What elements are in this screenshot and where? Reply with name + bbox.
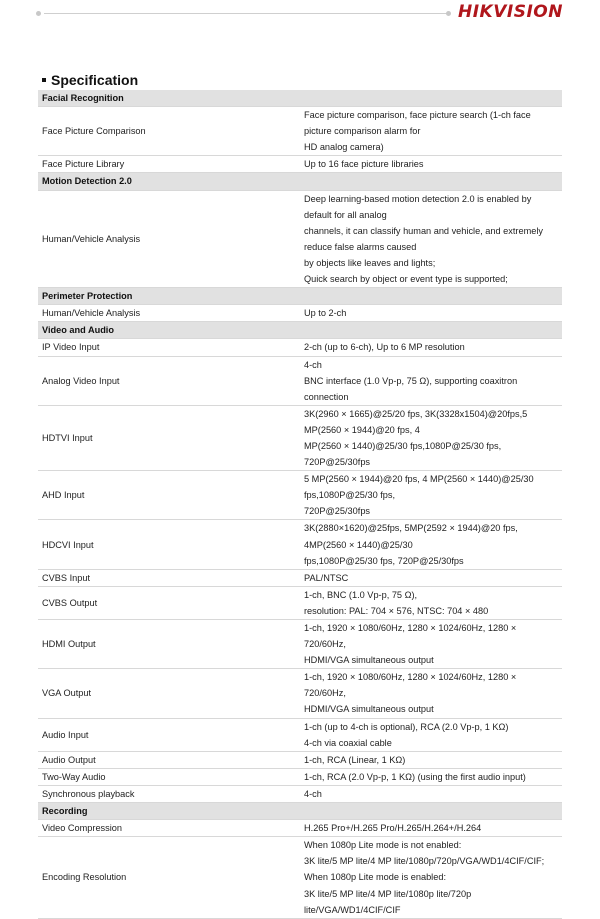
spec-value-line: 3K lite/5 MP lite/4 MP lite/1080p/720p/VGA/WD1/4CIF/CIF;: [304, 856, 545, 867]
spec-value-line: resolution: PAL: 704 × 576, NTSC: 704 × 480: [304, 605, 489, 616]
spec-row: [38, 718, 562, 751]
section-header-row: [38, 90, 562, 107]
brand-logo: HIKVISION: [458, 2, 563, 22]
spec-label: Human/Vehicle Analysis: [38, 190, 300, 288]
spec-label: HDTVI Input: [38, 405, 300, 470]
spec-row: [38, 107, 562, 156]
spec-value-line: 3K(2880×1620)@25fps, 5MP(2592 × 1944)@20 fps, 4MP(2560 × 1440)@25/30: [304, 523, 518, 550]
spec-label: AHD Input: [38, 471, 300, 520]
spec-row: [38, 339, 562, 356]
spec-label: Video Compression: [38, 820, 300, 837]
spec-value: [300, 751, 562, 768]
spec-row: [38, 785, 562, 802]
spec-value-line: 1-ch, RCA (Linear, 1 KΩ): [304, 754, 406, 765]
spec-value-line: channels, it can classify human and vehicle, and extremely reduce false alarms caused: [304, 225, 544, 252]
header-dot-left: [36, 11, 41, 16]
spec-row: [38, 751, 562, 768]
spec-label: VGA Output: [38, 669, 300, 718]
spec-row: [38, 669, 562, 718]
spec-value-line: Up to 16 face picture libraries: [304, 159, 424, 170]
spec-row: [38, 520, 562, 569]
spec-value-line: 3K lite/5 MP lite/4 MP lite/1080p lite/720p lite/VGA/WD1/4CIF/CIF: [304, 888, 472, 915]
spec-label: CVBS Input: [38, 569, 300, 586]
section-header: Recording: [38, 803, 562, 820]
spec-value: [300, 107, 562, 156]
spec-value-line: HDMI/VGA simultaneous output: [304, 704, 434, 715]
spec-value: [300, 520, 562, 569]
spec-value-line: When 1080p Lite mode is not enabled:: [304, 840, 462, 851]
spec-value-line: 720P@25/30fps: [304, 506, 371, 517]
spec-row: [38, 768, 562, 785]
section-header-row: [38, 288, 562, 305]
spec-value-line: 4-ch: [304, 359, 322, 370]
spec-value-line: H.265 Pro+/H.265 Pro/H.265/H.264+/H.264: [304, 823, 482, 834]
spec-value: [300, 339, 562, 356]
spec-row: [38, 569, 562, 586]
spec-value-line: 4-ch via coaxial cable: [304, 737, 392, 748]
spec-row: [38, 405, 562, 470]
spec-label: Face Picture Library: [38, 156, 300, 173]
spec-row: [38, 471, 562, 520]
spec-value: [300, 405, 562, 470]
spec-value: [300, 768, 562, 785]
spec-value-line: by objects like leaves and lights;: [304, 257, 436, 268]
spec-value-line: HDMI/VGA simultaneous output: [304, 655, 434, 666]
spec-value-line: When 1080p Lite mode is enabled:: [304, 872, 446, 883]
section-header-row: [38, 322, 562, 339]
spec-value-line: Deep learning-based motion detection 2.0 is enabled by default for all analog: [304, 193, 532, 220]
spec-value-line: 1-ch, 1920 × 1080/60Hz, 1280 × 1024/60Hz, 1280 × 720/60Hz,: [304, 672, 517, 699]
spec-value-line: Face picture comparison, face picture search (1-ch face picture comparison alarm for: [304, 110, 531, 137]
spec-value: [300, 156, 562, 173]
spec-label: IP Video Input: [38, 339, 300, 356]
spec-value-line: PAL/NTSC: [304, 572, 349, 583]
section-header-row: [38, 803, 562, 820]
title-bullet-icon: [42, 78, 46, 82]
page-header: [0, 0, 600, 40]
spec-value-line: Quick search by object or event type is supported;: [304, 274, 508, 285]
spec-label: HDMI Output: [38, 620, 300, 669]
spec-value: [300, 785, 562, 802]
spec-value-line: fps,1080P@25/30 fps, 720P@25/30fps: [304, 555, 464, 566]
section-title: [42, 72, 138, 88]
spec-row: [38, 837, 562, 918]
section-header: Video and Audio: [38, 322, 562, 339]
spec-label: Analog Video Input: [38, 356, 300, 405]
specification-table: [38, 90, 562, 919]
spec-row: [38, 586, 562, 619]
spec-value-line: Up to 2-ch: [304, 308, 347, 319]
spec-value-line: 1-ch, 1920 × 1080/60Hz, 1280 × 1024/60Hz, 1280 × 720/60Hz,: [304, 623, 517, 650]
spec-value-line: 5 MP(2560 × 1944)@20 fps, 4 MP(2560 × 1440)@25/30 fps,1080P@25/30 fps,: [304, 474, 534, 501]
spec-value-line: MP(2560 × 1440)@25/30 fps,1080P@25/30 fps, 720P@25/30fps: [304, 440, 502, 468]
spec-label: CVBS Output: [38, 586, 300, 619]
spec-label: Encoding Resolution: [38, 837, 300, 918]
spec-value: [300, 620, 562, 669]
spec-value-line: HD analog camera): [304, 142, 384, 153]
spec-value: [300, 190, 562, 288]
spec-value-line: 4-ch: [304, 788, 322, 799]
section-header: Perimeter Protection: [38, 288, 562, 305]
spec-value-line: 1-ch, RCA (2.0 Vp-p, 1 KΩ) (using the first audio input): [304, 771, 526, 782]
spec-value: [300, 669, 562, 718]
spec-value-line: BNC interface (1.0 Vp-p, 75 Ω), supporting coaxitron connection: [304, 375, 518, 402]
spec-row: [38, 820, 562, 837]
spec-value: [300, 820, 562, 837]
spec-row: [38, 620, 562, 669]
spec-value: [300, 718, 562, 751]
spec-value: [300, 305, 562, 322]
spec-value: [300, 837, 562, 918]
section-header-row: [38, 173, 562, 190]
spec-label: HDCVI Input: [38, 520, 300, 569]
spec-label: Human/Vehicle Analysis: [38, 305, 300, 322]
spec-value: [300, 569, 562, 586]
header-dot-right: [446, 11, 451, 16]
section-title-text: Specification: [51, 72, 139, 88]
spec-label: Audio Output: [38, 751, 300, 768]
spec-row: [38, 190, 562, 288]
header-rule: [44, 13, 449, 14]
spec-value-line: 2-ch (up to 6-ch), Up to 6 MP resolution: [304, 342, 465, 353]
spec-value: [300, 471, 562, 520]
spec-label: Synchronous playback: [38, 785, 300, 802]
section-header: Facial Recognition: [38, 90, 562, 107]
spec-value: [300, 356, 562, 405]
spec-label: Audio Input: [38, 718, 300, 751]
spec-value: [300, 586, 562, 619]
spec-row: [38, 305, 562, 322]
spec-value-line: 3K(2960 × 1665)@25/20 fps, 3K(3328x1504)@20fps,5 MP(2560 × 1944)@20 fps, 4: [304, 408, 528, 435]
spec-row: [38, 356, 562, 405]
spec-label: Face Picture Comparison: [38, 107, 300, 156]
spec-value-line: 1-ch (up to 4-ch is optional), RCA (2.0 Vp-p, 1 KΩ): [304, 721, 509, 732]
spec-label: Two-Way Audio: [38, 768, 300, 785]
spec-row: [38, 156, 562, 173]
spec-value-line: 1-ch, BNC (1.0 Vp-p, 75 Ω),: [304, 589, 418, 600]
section-header: Motion Detection 2.0: [38, 173, 562, 190]
